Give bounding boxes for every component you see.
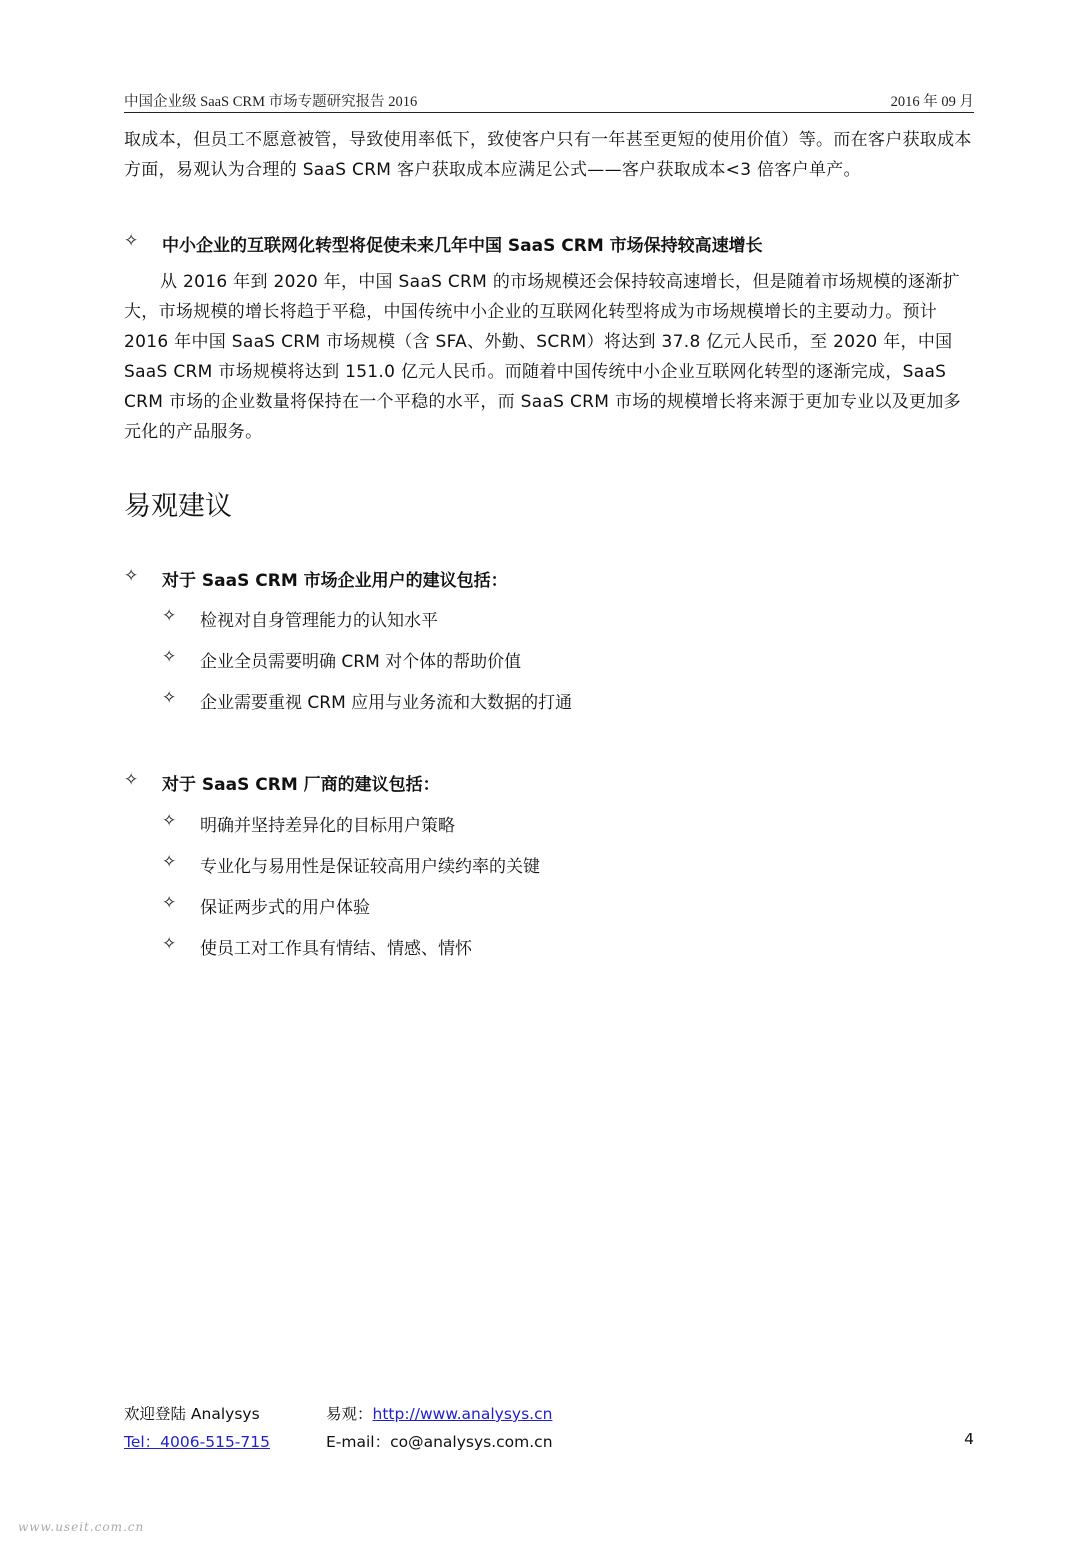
list-item-text: 检视对自身管理能力的认知水平 — [200, 611, 438, 631]
list-item-text: 保证两步式的用户体验 — [200, 898, 370, 918]
vendors-advice-title: 对于 SaaS CRM 厂商的建议包括： — [162, 775, 440, 795]
list-item-text: 明确并坚持差异化的目标用户策略 — [200, 816, 455, 836]
diamond-star-icon: ✧ — [162, 647, 177, 667]
diamond-star-icon: ✧ — [124, 566, 139, 586]
diamond-star-icon: ✧ — [162, 688, 177, 708]
list-item-text: 专业化与易用性是保证较高用户续约率的关键 — [200, 857, 540, 877]
diamond-star-icon: ✧ — [124, 770, 139, 790]
diamond-star-icon: ✧ — [162, 934, 177, 954]
diamond-star-icon: ✧ — [162, 852, 177, 872]
page-header — [124, 88, 974, 113]
section-heading: 易观建议 — [124, 491, 232, 522]
page-number: 4 — [964, 1430, 974, 1448]
footer-email: E-mail：co@analysys.com.cn — [326, 1433, 553, 1451]
paragraph-cost: 取成本，但员工不愿意被管，导致使用率低下，致使客户只有一年甚至更短的使用价值）等。而在客户获取成本方面，易观认为合理的 SaaS CRM 客户获取成本应满足公式——客户获取成本<3 倍客户单产。 — [124, 130, 972, 180]
website-link[interactable]: http://www.analysys.cn — [372, 1405, 553, 1423]
list-item-text: 使员工对工作具有情结、情感、情怀 — [200, 939, 472, 959]
users-advice-title: 对于 SaaS CRM 市场企业用户的建议包括： — [162, 571, 508, 591]
watermark: www.useit.com.cn — [18, 1520, 145, 1534]
footer-site — [326, 1402, 552, 1424]
bullet-growth-text: 中小企业的互联网化转型将促使未来几年中国 SaaS CRM 市场保持较高速增长 — [162, 236, 763, 256]
diamond-star-icon: ✧ — [162, 811, 177, 831]
diamond-star-icon: ✧ — [162, 893, 177, 913]
header-date: 2016 年 09 月 — [890, 94, 974, 110]
header-report-title: 中国企业级 SaaS CRM 市场专题研究报告 2016 — [124, 94, 418, 110]
tel-link[interactable]: Tel：4006-515-715 — [124, 1433, 270, 1451]
paragraph-market-growth: 从 2016 年到 2020 年，中国 SaaS CRM 的市场规模还会保持较高速增长，但是随着市场规模的逐渐扩大，市场规模的增长将趋于平稳，中国传统中小企业的互联网化转型将成为市场规模增长的主要动力。预计 2016 年中国 SaaS CRM 市场规模（含 SFA、外勤、SCRM）将达到 37.8 亿元人民币，至 2020 年，中国 SaaS CRM 市场规模将达到 151.0 亿元人民币。而随着中国传统中小企业互联网化转型的逐渐完成，SaaS CRM 市场的企业数量将保持在一个平稳的水平，而 SaaS CRM 市场的规模增长将来源于更加专业以及更加多元化的产品服务。 — [124, 272, 961, 442]
diamond-star-icon: ✧ — [124, 231, 139, 251]
diamond-star-icon: ✧ — [162, 606, 177, 626]
list-item-text: 企业全员需要明确 CRM 对个体的帮助价值 — [200, 652, 522, 672]
list-item-text: 企业需要重视 CRM 应用与业务流和大数据的打通 — [200, 693, 573, 713]
footer-site-label: 易观： — [326, 1405, 373, 1423]
footer-welcome: 欢迎登陆 Analysys — [124, 1405, 260, 1423]
